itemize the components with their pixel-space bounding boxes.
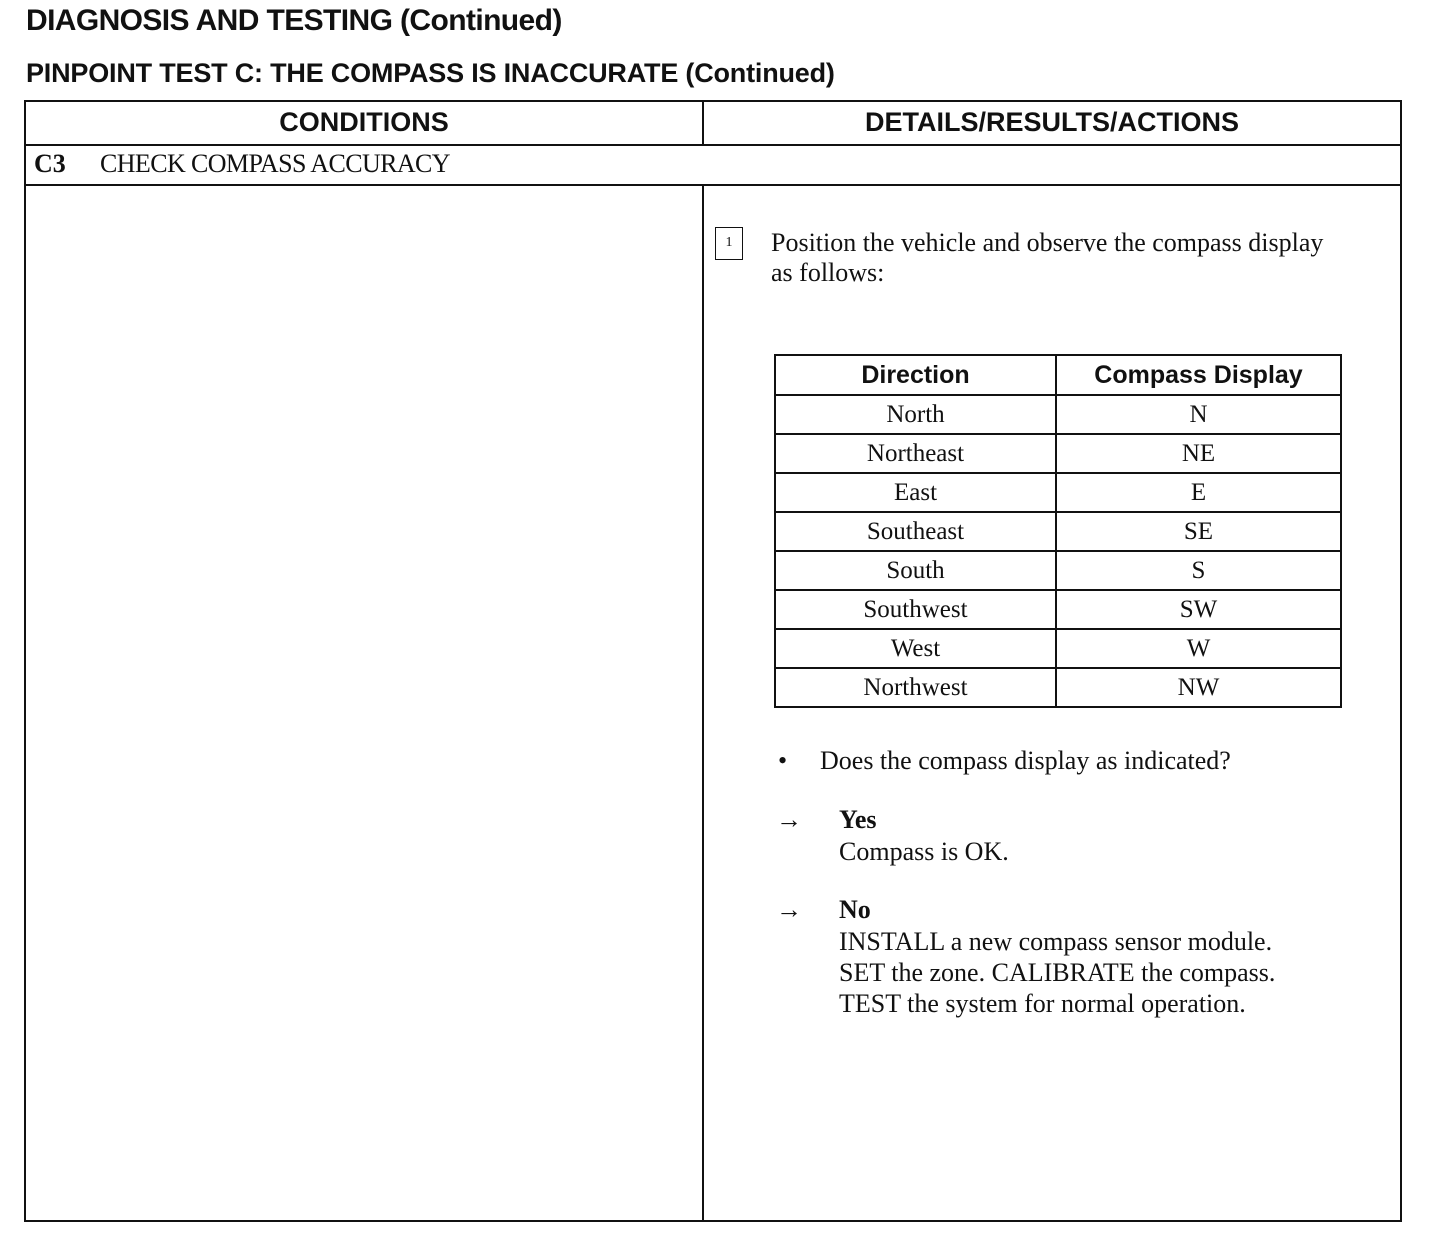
- compass-display-cell: S: [1056, 551, 1341, 590]
- result-line: TEST the system for normal operation.: [839, 989, 1246, 1018]
- direction-header: Direction: [775, 355, 1056, 395]
- direction-cell: East: [775, 473, 1056, 512]
- body-column-divider: [702, 186, 704, 1220]
- direction-cell: West: [775, 629, 1056, 668]
- result-line: Compass is OK.: [839, 837, 1009, 866]
- table-row: [775, 395, 1341, 434]
- table-row: [775, 668, 1341, 707]
- header-column-divider: [702, 102, 704, 144]
- bullet-icon: •: [778, 746, 788, 775]
- compass-display-header: Compass Display: [1056, 355, 1341, 395]
- compass-display-cell: SE: [1056, 512, 1341, 551]
- pinpoint-test-title: PINPOINT TEST C: THE COMPASS IS INACCURATE (Continued): [26, 58, 835, 88]
- conditions-column-header: CONDITIONS: [279, 107, 449, 137]
- compass-display-cell: NE: [1056, 434, 1341, 473]
- direction-cell: Northeast: [775, 434, 1056, 473]
- page-title: DIAGNOSIS AND TESTING (Continued): [26, 4, 562, 37]
- instruction-text: Position the vehicle and observe the compass display as follows:: [771, 228, 1324, 287]
- result-line: SET the zone. CALIBRATE the compass.: [839, 958, 1276, 987]
- compass-table-header-row: [775, 355, 1341, 395]
- compass-direction-table: [774, 354, 1342, 708]
- compass-display-cell: SW: [1056, 590, 1341, 629]
- step-id: C3: [34, 149, 66, 178]
- table-row: [775, 434, 1341, 473]
- direction-cell: Northwest: [775, 668, 1056, 707]
- details-column-header: DETAILS/RESULTS/ACTIONS: [864, 107, 1239, 137]
- table-header-row: [26, 102, 1400, 146]
- result-no-label: No: [839, 895, 871, 924]
- table-row: [775, 473, 1341, 512]
- compass-display-cell: E: [1056, 473, 1341, 512]
- step-number-box: 1: [715, 227, 743, 260]
- table-row: [775, 590, 1341, 629]
- result-yes-label: Yes: [839, 805, 877, 834]
- question-text: Does the compass display as indicated?: [820, 746, 1231, 775]
- direction-cell: South: [775, 551, 1056, 590]
- compass-display-cell: N: [1056, 395, 1341, 434]
- step-name: CHECK COMPASS ACCURACY: [100, 149, 450, 178]
- arrow-right-icon: →: [776, 895, 802, 924]
- table-row: [775, 512, 1341, 551]
- pinpoint-test-table: [24, 100, 1402, 1222]
- step-row: [26, 146, 1400, 186]
- compass-display-cell: NW: [1056, 668, 1341, 707]
- direction-cell: Southeast: [775, 512, 1056, 551]
- result-no-action: [839, 926, 1275, 1019]
- table-row: [775, 551, 1341, 590]
- direction-cell: Southwest: [775, 590, 1056, 629]
- result-yes-action: [839, 836, 1009, 867]
- direction-cell: North: [775, 395, 1056, 434]
- result-line: INSTALL a new compass sensor module.: [839, 927, 1273, 956]
- compass-display-cell: W: [1056, 629, 1341, 668]
- table-row: [775, 629, 1341, 668]
- arrow-right-icon: →: [776, 805, 802, 834]
